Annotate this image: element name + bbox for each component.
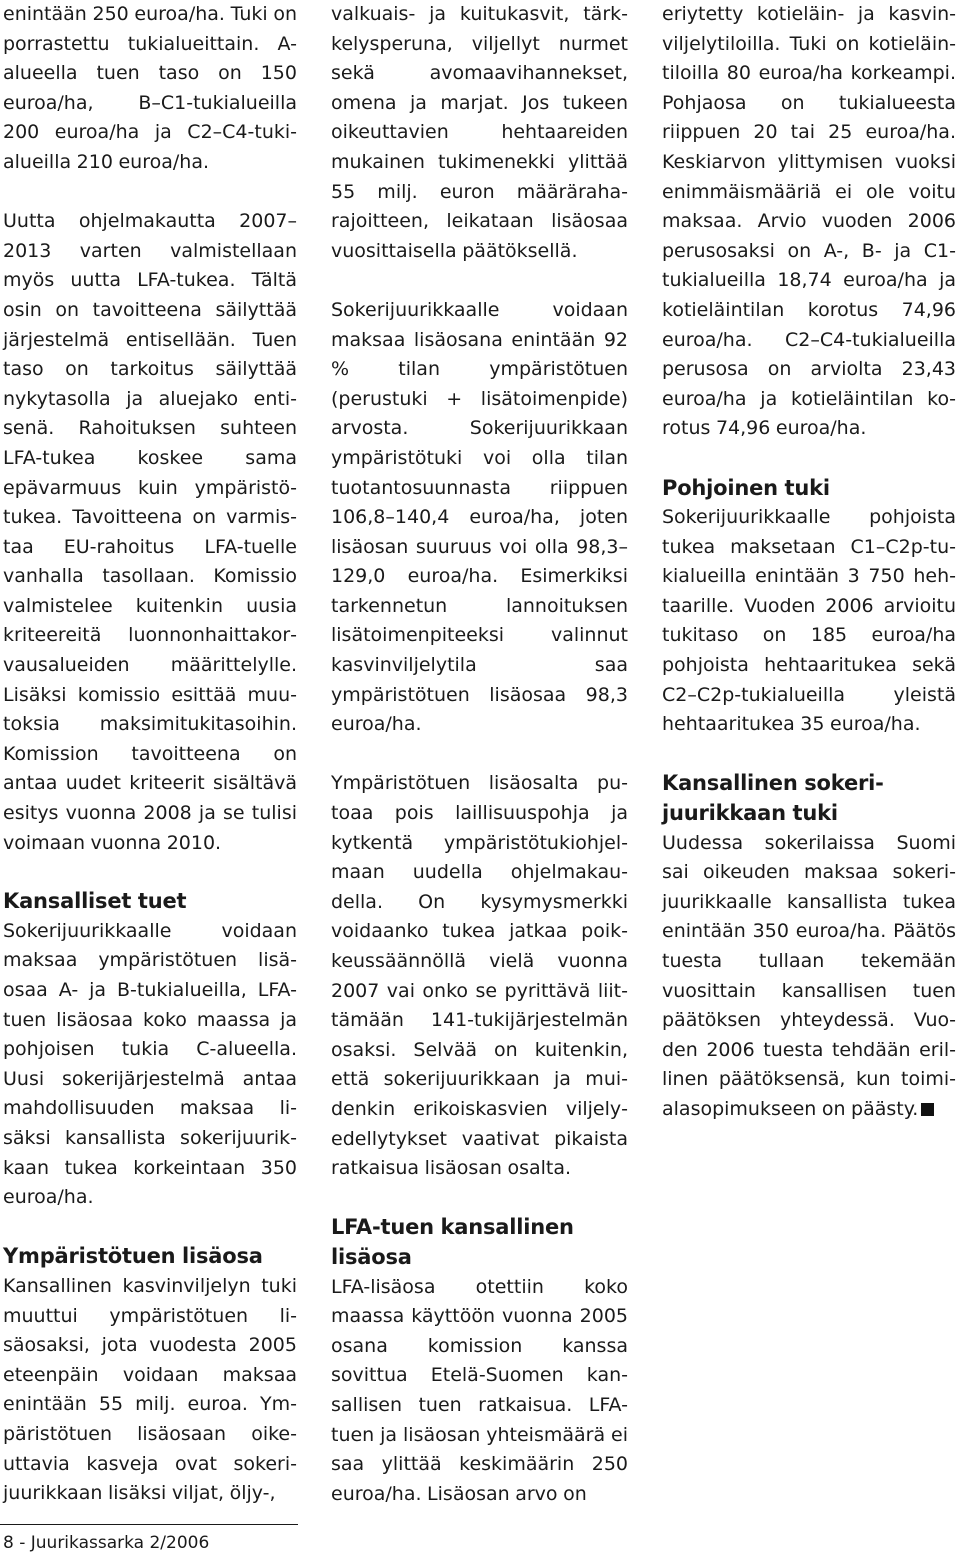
column-2 — [331, 0, 628, 1509]
paragraph: Sokerijuurikkaalle voidaan maksaa ympäristötuen lisäosaa A- ja B-tukialueilla, LFA-tuen lisäosaa koko maassa ja pohjoisen tukia C-alueella. Uusi sokerijärjestelmä antaa mahdollisuuden maksaa lisäksi kansallista sokerijuurikkaan tukea korkeintaan 350 euroa/ha. — [3, 919, 297, 1209]
end-of-article-mark — [921, 1103, 934, 1116]
paragraph: Ympäristötuen lisäosalta putoaa pois laillisuuspohja ja kytkentä ympäristötukiohjelmaan uudella ohjelmakaudella. On kysymysmerkki voidaanko tukea jatkaa poikkeussäännöllä vielä vuonna 2007 vai onko se pyrittävä liittämään 141-tukijärjestelmän osaksi. Selvää on kuitenkin, että sokerijuurikkaan ja muidenkin erikoiskasvien viljelyedellytykset vaativat pikaista ratkaisua lisäosan osalta. — [331, 772, 628, 1180]
paragraph: Kansallinen kasvinviljelyn tuki muuttui ympäristötuen lisäosaksi, jota vuodesta 2005 eteenpäin voidaan maksaa enintään 55 milj. euroa. Ympäristötuen lisäosaan oikeuttavia kasveja ovat sokerijuurikkaan lisäksi viljat, öljy-, — [3, 1274, 297, 1505]
footer-divider — [0, 1524, 298, 1525]
paragraph: valkuais- ja kuitukasvit, tärkkelysperuna, viljellyt nurmet sekä avomaavihannekset, omena ja marjat. Jos tukeen oikeuttavien hehtaareiden mukainen tukimenekki ylittää 55 milj. euron määräraharajoitteen, leikataan lisäosaa vuosittaisella päätöksellä. — [331, 3, 628, 262]
section-heading: Pohjoinen tuki — [662, 475, 830, 500]
section-heading: LFA-tuen kansallinen lisäosa — [331, 1215, 574, 1269]
column-1 — [3, 0, 297, 1509]
section-heading: Kansallinen sokerijuurikkaan tuki — [662, 771, 884, 826]
paragraph: Sokerijuurikkaalle voidaan maksaa lisäosana enintään 92 % tilan ympäristötuen (perustuki + lisätoimenpide) arvosta. Sokerijuurikkaan ympäristötuki voi olla tilan tuotantosuunnasta riippuen 106,8–140,4 euroa/ha, joten lisäosan suuruus voi olla 98,3–129,0 euroa/ha. Esimerkiksi tarkennetun lannoituksen lisätoimenpiteeksi valinnut kasvinviljelytila saa ympäristötuen lisäosaa 98,3 euroa/ha. — [331, 298, 628, 736]
page-footer: 8 - Juurikassarka 2/2006 — [3, 1533, 210, 1553]
paragraph: LFA-lisäosa otettiin koko maassa käyttöön vuonna 2005 osana komission kanssa sovittua Etelä-Suomen kansallisen tuen ratkaisua. LFA-tuen ja lisäosan yhteismäärä ei saa ylittää keskimäärin 250 euroa/ha. Lisäosan arvo on — [331, 1275, 628, 1505]
paragraph — [662, 829, 956, 1125]
paragraph-text: Uudessa sokerilaissa Suomi sai oikeuden maksaa sokerijuurikkaalle kansallista tukea enintään 350 euroa/ha. Päätös tuesta tullaan tekemään vuosittain kansallisen tuen päätöksen yhteydessä. Vuoden 2006 tuesta tehdään erillinen päätöksensä, kun toimialasopimukseen on päästy. — [662, 831, 956, 1120]
paragraph: eriytetty kotieläin- ja kasvinviljelytiloilla. Tuki on kotieläintiloilla 80 euroa/ha korkeampi. Pohjaosa on tukialueesta riippuen 20 tai 25 euroa/ha. Keskiarvon ylittymisen vuoksi enimmäismääriä ei ole voitu maksaa. Arvio vuoden 2006 perusosaksi on A-, B- ja C1-tukialueilla 18,74 euroa/ha ja kotieläintilan korotus 74,96 euroa/ha. C2–C4-tukialueilla perusosa on arviolta 23,43 euroa/ha ja kotieläintilan korotus 74,96 euroa/ha. — [662, 3, 956, 440]
section-heading: Kansalliset tuet — [3, 889, 187, 914]
paragraph: Uutta ohjelmakautta 2007–2013 varten valmistellaan myös uutta LFA-tukea. Tältä osin on tavoitteena säilyttää järjestelmä entisellään. Tuen taso on tarkoitus säilyttää nykytasolla ja aluejako entisenä. Rahoituksen suhteen LFA-tukea koskee sama epävarmuus kuin ympäristötukea. Tavoitteena on varmistaa EU-rahoitus LFA-tuelle vanhalla tasollaan. Komissio valmistelee kuitenkin uusia kriteereitä luonnonhaittakorvausalueiden määrittelylle. Lisäksi komissio esittää muutoksia maksimitukitasoihin. Komission tavoitteena on antaa uudet kriteerit sisältävä esitys vuonna 2008 ja se tulisi voimaan vuonna 2010. — [3, 210, 297, 854]
section-heading: Ympäristötuen lisäosa — [3, 1244, 263, 1269]
paragraph: Sokerijuurikkaalle pohjoista tukea maksetaan C1–C2p-tukialueilla enintään 3 750 hehtaarille. Vuoden 2006 arvioitu tukitaso on 185 euroa/ha pohjoista hehtaaritukea sekä C2–C2p-tukialueilla yleistä hehtaaritukea 35 euroa/ha. — [662, 506, 956, 736]
column-3 — [662, 0, 956, 1125]
paragraph: enintään 250 euroa/ha. Tuki on porrastettu tukialueittain. A-alueella tuen taso on 150 euroa/ha, B–C1-tukialueilla 200 euroa/ha ja C2–C4-tukialueilla 210 euroa/ha. — [3, 3, 297, 173]
